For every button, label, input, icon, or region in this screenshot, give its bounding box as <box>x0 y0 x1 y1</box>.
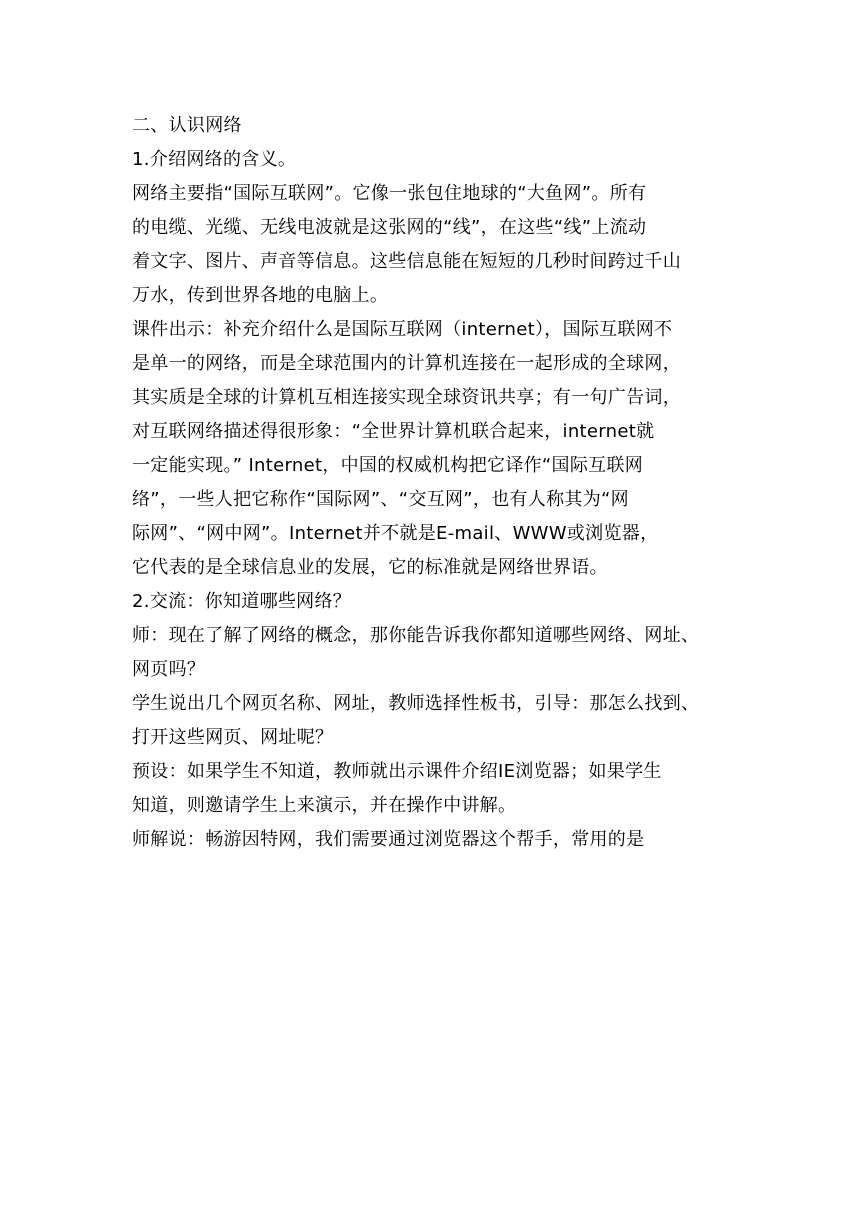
paragraph-line: 网页吗？ <box>132 659 206 680</box>
paragraph-line: 网络主要指“国际互联网”。它像一张包住地球的“大鱼网”。所有 <box>132 183 647 204</box>
paragraph-courseware-internet <box>132 313 732 585</box>
paragraph-line: 着文字、图片、声音等信息。这些信息能在短短的几秒时间跨过千山 <box>132 251 681 272</box>
paragraph-line: 打开这些网页、网址呢？ <box>132 727 334 748</box>
paragraph-line: 的电缆、光缆、无线电波就是这张网的“线”，在这些“线”上流动 <box>132 217 647 238</box>
item-heading-1: 1.介绍网络的含义。 <box>132 149 297 170</box>
paragraph-teacher-question <box>132 619 732 687</box>
paragraph-line: 万水，传到世界各地的电脑上。 <box>132 285 389 306</box>
paragraph-line: 一定能实现。” Internet，中国的权威机构把它译作“国际互联网 <box>132 455 644 476</box>
paragraph-line: 它代表的是全球信息业的发展，它的标准就是网络世界语。 <box>132 557 608 578</box>
paragraph-line: 络”，一些人把它称作“国际网”、“交互网”，也有人称其为“网 <box>132 489 629 510</box>
paragraph-line: 师：现在了解了网络的概念，那你能告诉我你都知道哪些网络、网址、 <box>132 625 700 646</box>
paragraph-student-answer <box>132 687 732 755</box>
item-heading-2: 2.交流：你知道哪些网络？ <box>132 591 352 612</box>
paragraph-line: 知道，则邀请学生上来演示，并在操作中讲解。 <box>132 795 517 816</box>
paragraph-line: 是单一的网络，而是全球范围内的计算机连接在一起形成的全球网， <box>132 353 681 374</box>
document-page <box>132 109 732 857</box>
paragraph-line: 预设：如果学生不知道，教师就出示课件介绍IE浏览器；如果学生 <box>132 761 662 782</box>
paragraph-line: 课件出示：补充介绍什么是国际互联网（internet），国际互联网不 <box>132 319 673 340</box>
paragraph-line: 学生说出几个网页名称、网址，教师选择性板书，引导：那怎么找到、 <box>132 693 700 714</box>
section-heading: 二、认识网络 <box>132 115 242 136</box>
paragraph-line: 师解说：畅游因特网，我们需要通过浏览器这个帮手，常用的是 <box>132 829 645 850</box>
paragraph-teacher-explanation <box>132 823 732 857</box>
paragraph-network-meaning <box>132 177 732 313</box>
paragraph-line: 际网”、“网中网”。Internet并不就是E-mail、WWW或浏览器， <box>132 523 659 544</box>
paragraph-line: 对互联网络描述得很形象：“全世界计算机联合起来，internet就 <box>132 421 655 442</box>
paragraph-preset <box>132 755 732 823</box>
paragraph-line: 其实质是全球的计算机互相连接实现全球资讯共享；有一句广告词， <box>132 387 681 408</box>
